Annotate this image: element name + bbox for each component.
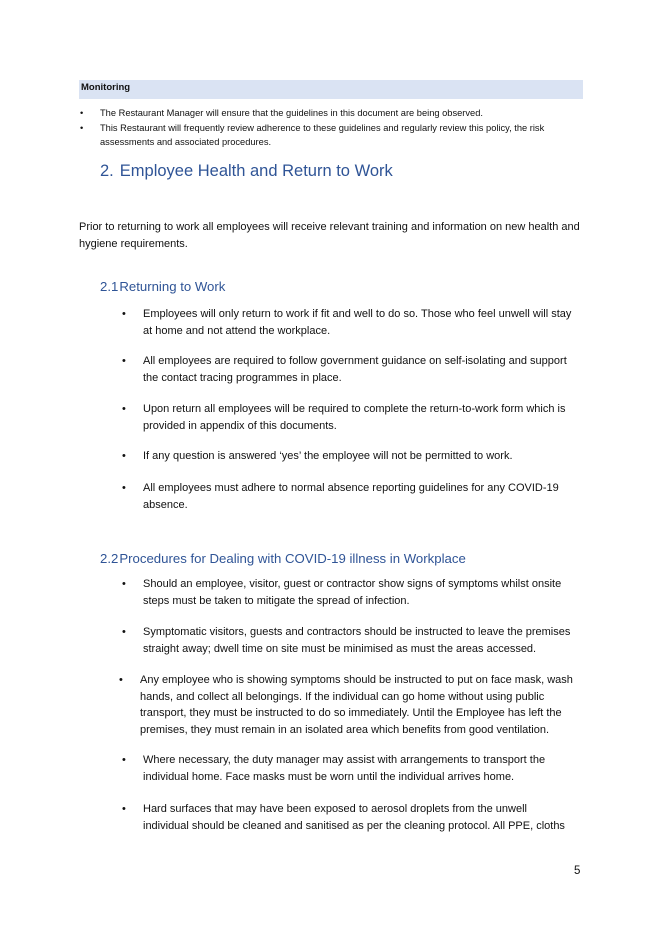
bullet-icon: • — [122, 626, 126, 638]
bullet-icon: • — [80, 108, 84, 118]
bullet-text: Upon return all employees will be required to complete the return-to-work form which is provided in appendix of this documents. — [143, 403, 566, 432]
monitoring-bullet-text: This Restaurant will frequently review adherence to these guidelines and regularly review this policy, the risk assessments and associated procedures. — [100, 123, 545, 147]
bullet-text: All employees must adhere to normal absence reporting guidelines for any COVID-19 absence. — [143, 482, 559, 511]
bullet-text: Where necessary, the duty manager may assist with arrangements to transport the individual home. Face masks must be worn until the individual arrives home. — [143, 754, 546, 783]
bullet-icon: • — [122, 578, 126, 590]
section-heading — [100, 162, 393, 181]
bullet-text: Symptomatic visitors, guests and contractors should be instructed to leave the premises straight away; dwell time on site must be minimised as must the areas accessed. — [143, 626, 571, 655]
list-item — [122, 401, 572, 434]
section-number: 2. — [100, 162, 114, 180]
bullet-icon: • — [122, 754, 126, 766]
list-item — [122, 752, 572, 785]
bullet-text: Hard surfaces that may have been exposed to aerosol droplets from the unwell individual should be cleaned and sanitised as per the cleaning protocol. All PPE, cloths — [143, 803, 565, 832]
list-item — [122, 576, 572, 609]
subsection-heading-procedures — [100, 551, 466, 566]
page-number: 5 — [574, 865, 581, 877]
bullet-icon: • — [122, 355, 126, 367]
bullet-icon: • — [122, 482, 126, 494]
monitoring-bullet-text: The Restaurant Manager will ensure that the guidelines in this document are being observed. — [100, 108, 483, 118]
list-item — [122, 801, 572, 834]
bullet-icon: • — [122, 803, 126, 815]
list-item — [122, 448, 572, 465]
bullet-icon: • — [122, 403, 126, 415]
list-item — [79, 106, 589, 120]
subsection-title: Returning to Work — [119, 279, 226, 294]
section-title: Employee Health and Return to Work — [119, 162, 393, 180]
list-item — [122, 480, 572, 513]
monitoring-bullet-list — [79, 106, 589, 150]
bullet-icon: • — [80, 123, 84, 133]
bullet-icon: • — [119, 674, 123, 686]
subsection-heading-returning — [100, 279, 225, 294]
bullet-text: All employees are required to follow government guidance on self-isolating and support the contact tracing programmes in place. — [143, 355, 567, 384]
section-intro-paragraph: Prior to returning to work all employees will receive relevant training and information on new health and hygiene requirements. — [79, 221, 580, 250]
subsection-title: Procedures for Dealing with COVID-19 illness in Workplace — [119, 551, 466, 566]
bullet-text: Employees will only return to work if fit and well to do so. Those who feel unwell will stay at home and not attend the workplace. — [143, 308, 572, 337]
list-item — [122, 306, 572, 339]
bullet-text: If any question is answered ‘yes’ the employee will not be permitted to work. — [143, 450, 513, 462]
list-item — [122, 353, 572, 386]
bullet-icon: • — [122, 450, 126, 462]
list-item — [122, 624, 572, 657]
monitoring-heading-bar — [79, 80, 583, 99]
subsection-number: 2.1 — [100, 279, 119, 294]
monitoring-title: Monitoring — [81, 82, 131, 93]
bullet-text: Should an employee, visitor, guest or contractor show signs of symptoms whilst onsite steps must be taken to mitigate the spread of infection. — [143, 578, 562, 607]
list-item — [79, 121, 589, 149]
bullet-text: Any employee who is showing symptoms should be instructed to put on face mask, wash hands, and collect all belongings. If the individual can go home without using public transport, they must be instructed to do so immediately. Until the Employee has left the premises, they must remain in an isolated area which benefits from good ventilation. — [140, 674, 573, 736]
bullet-icon: • — [122, 308, 126, 320]
subsection-number: 2.2 — [100, 551, 119, 566]
list-item — [119, 672, 582, 738]
